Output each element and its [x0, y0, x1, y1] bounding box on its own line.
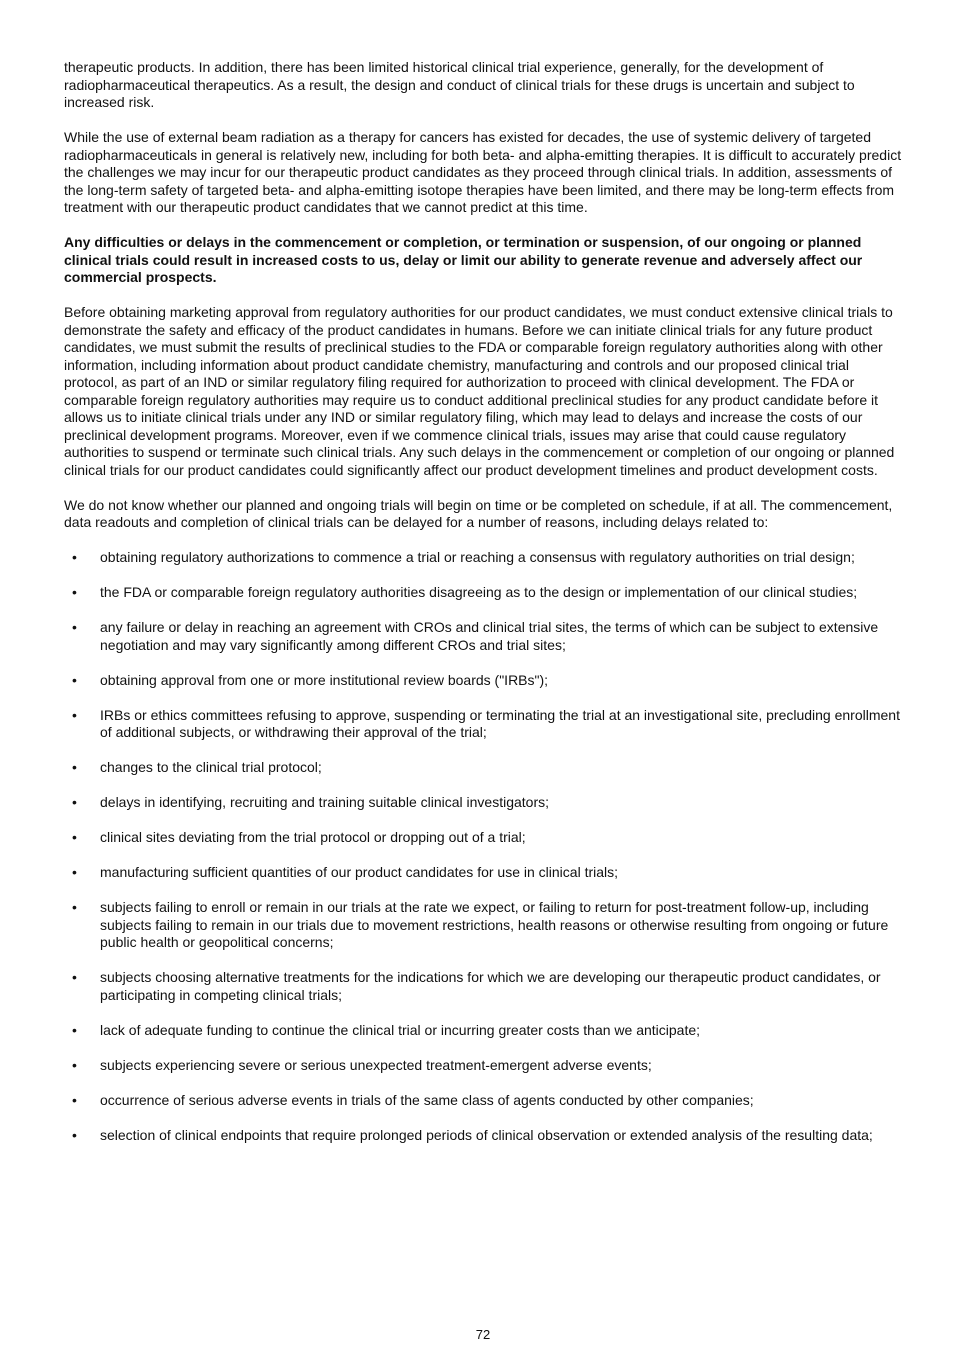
list-item-text: subjects experiencing severe or serious unexpected treatment-emergent adverse events;	[100, 1056, 652, 1073]
intro-paragraph-1: therapeutic products. In addition, there has been limited historical clinical trial experience, generally, for the development of radiopharmaceutical therapeutics. As a result, the design and conduct of clinical trials for these drugs is uncertain and subject to increased risk.	[64, 59, 855, 110]
bullet-icon: •	[72, 671, 77, 688]
bullet-icon: •	[72, 969, 77, 985]
list-item	[64, 619, 906, 654]
list-item	[64, 794, 906, 812]
list-item-text: selection of clinical endpoints that require prolonged periods of clinical observation or extended analysis of the resulting data;	[100, 1126, 873, 1143]
list-item	[64, 759, 906, 777]
list-item	[64, 1092, 906, 1110]
bullet-icon: •	[72, 1056, 77, 1073]
list-item-text: the FDA or comparable foreign regulatory authorities disagreeing as to the design or implementation of our clinical studies;	[100, 584, 858, 600]
bullet-icon: •	[72, 1126, 77, 1143]
list-item-text: clinical sites deviating from the trial protocol or dropping out of a trial;	[100, 829, 526, 845]
list-item-text: occurrence of serious adverse events in trials of the same class of agents conducted by other companies;	[100, 1091, 754, 1108]
bullet-icon: •	[72, 864, 77, 880]
bullet-icon: •	[72, 619, 77, 635]
list-item	[64, 899, 906, 952]
list-item	[64, 1022, 906, 1040]
list-item-text: subjects choosing alternative treatments for the indications for which we are developing our therapeutic product candidates, or participating in competing clinical trials;	[100, 969, 881, 1003]
list-item-text: obtaining approval from one or more institutional review boards ("IRBs");	[100, 671, 549, 688]
intro-paragraph-2: While the use of external beam radiation as a therapy for cancers has existed for decades, the use of systemic delivery of targeted radiopharmaceuticals in general is relatively new, including for both beta- and alpha-emitting therapies. It is difficult to accurately predict the challenges we may incur for our therapeutic product candidates as they proceed through clinical trials. In addition, assessments of the long-term safety of targeted beta- and alpha-emitting isotope therapies have been limited, and there may be long-term effects from treatment with our therapeutic product candidates that we cannot predict at this time.	[64, 129, 902, 215]
list-item	[64, 707, 906, 742]
list-item-text: delays in identifying, recruiting and training suitable clinical investigators;	[100, 794, 550, 810]
bullet-icon: •	[72, 1021, 77, 1038]
bullet-icon: •	[72, 706, 77, 723]
bullet-list	[64, 549, 906, 1144]
list-item	[64, 829, 906, 847]
bullet-icon: •	[72, 794, 77, 810]
list-item-text: any failure or delay in reaching an agreement with CROs and clinical trial sites, the terms of which can be subject to extensive negotiation and may vary significantly among different CROs and trial sites;	[100, 619, 879, 653]
document-page	[64, 59, 906, 1162]
list-item	[64, 864, 906, 882]
bullet-icon: •	[72, 1091, 77, 1108]
bullet-icon: •	[72, 549, 77, 565]
list-item-text: changes to the clinical trial protocol;	[100, 759, 322, 775]
body-paragraph-2: We do not know whether our planned and ongoing trials will begin on time or be completed on schedule, if at all. The commencement, data readouts and completion of clinical trials can be delayed for a number of reasons, including delays related to:	[64, 496, 893, 530]
list-item-text: lack of adequate funding to continue the clinical trial or incurring greater costs than we anticipate;	[100, 1021, 701, 1038]
list-item	[64, 1057, 906, 1075]
list-item	[64, 584, 906, 602]
list-item-text: manufacturing sufficient quantities of our product candidates for use in clinical trials;	[100, 864, 619, 880]
bullet-icon: •	[72, 759, 77, 775]
bullet-icon: •	[72, 584, 77, 600]
list-item	[64, 549, 906, 567]
list-item-text: IRBs or ethics committees refusing to approve, suspending or terminating the trial at an investigational site, precluding enrollment of additional subjects, or withdrawing their approval of the trial;	[100, 706, 900, 740]
list-item	[64, 672, 906, 690]
section-heading: Any difficulties or delays in the commencement or completion, or termination or suspension, of our ongoing or planned clinical trials could result in increased costs to us, delay or limit our ability to generate revenue and adversely affect our commercial prospects.	[64, 234, 863, 285]
list-item	[64, 1127, 906, 1145]
list-item-text: subjects failing to enroll or remain in our trials at the rate we expect, or failing to return for post-treatment follow-up, including subjects failing to remain in our trials due to movement restrictions, health reasons or otherwise resulting from ongoing or future public health or geopolitical concerns;	[100, 899, 889, 950]
bullet-icon: •	[72, 829, 77, 845]
page-number: 72	[475, 1327, 491, 1342]
list-item-text: obtaining regulatory authorizations to commence a trial or reaching a consensus with regulatory authorities on trial design;	[100, 549, 855, 565]
list-item	[64, 969, 906, 1004]
bullet-icon: •	[72, 899, 77, 915]
body-paragraph-1: Before obtaining marketing approval from regulatory authorities for our product candidates, we must conduct extensive clinical trials to demonstrate the safety and efficacy of the product candidates in humans. Before we can initiate clinical trials for any future product candidates, we must submit the results of preclinical studies to the FDA or comparable foreign regulatory authorities along with other information, including information about product candidate chemistry, manufacturing and controls and our proposed clinical trial protocol, as part of an IND or similar regulatory filing required for authorization to proceed with clinical development. The FDA or comparable foreign regulatory authorities may require us to conduct additional preclinical studies for any product candidate before it allows us to initiate clinical trials under any IND or similar regulatory filing, which may lead to delays and increase the costs of our preclinical development programs. Moreover, even if we commence clinical trials, issues may arise that could cause regulatory authorities to suspend or terminate such clinical trials. Any such delays in the commencement or completion of our ongoing or planned clinical trials for our product candidates could significantly affect our product development timelines and product development costs.	[64, 304, 895, 478]
